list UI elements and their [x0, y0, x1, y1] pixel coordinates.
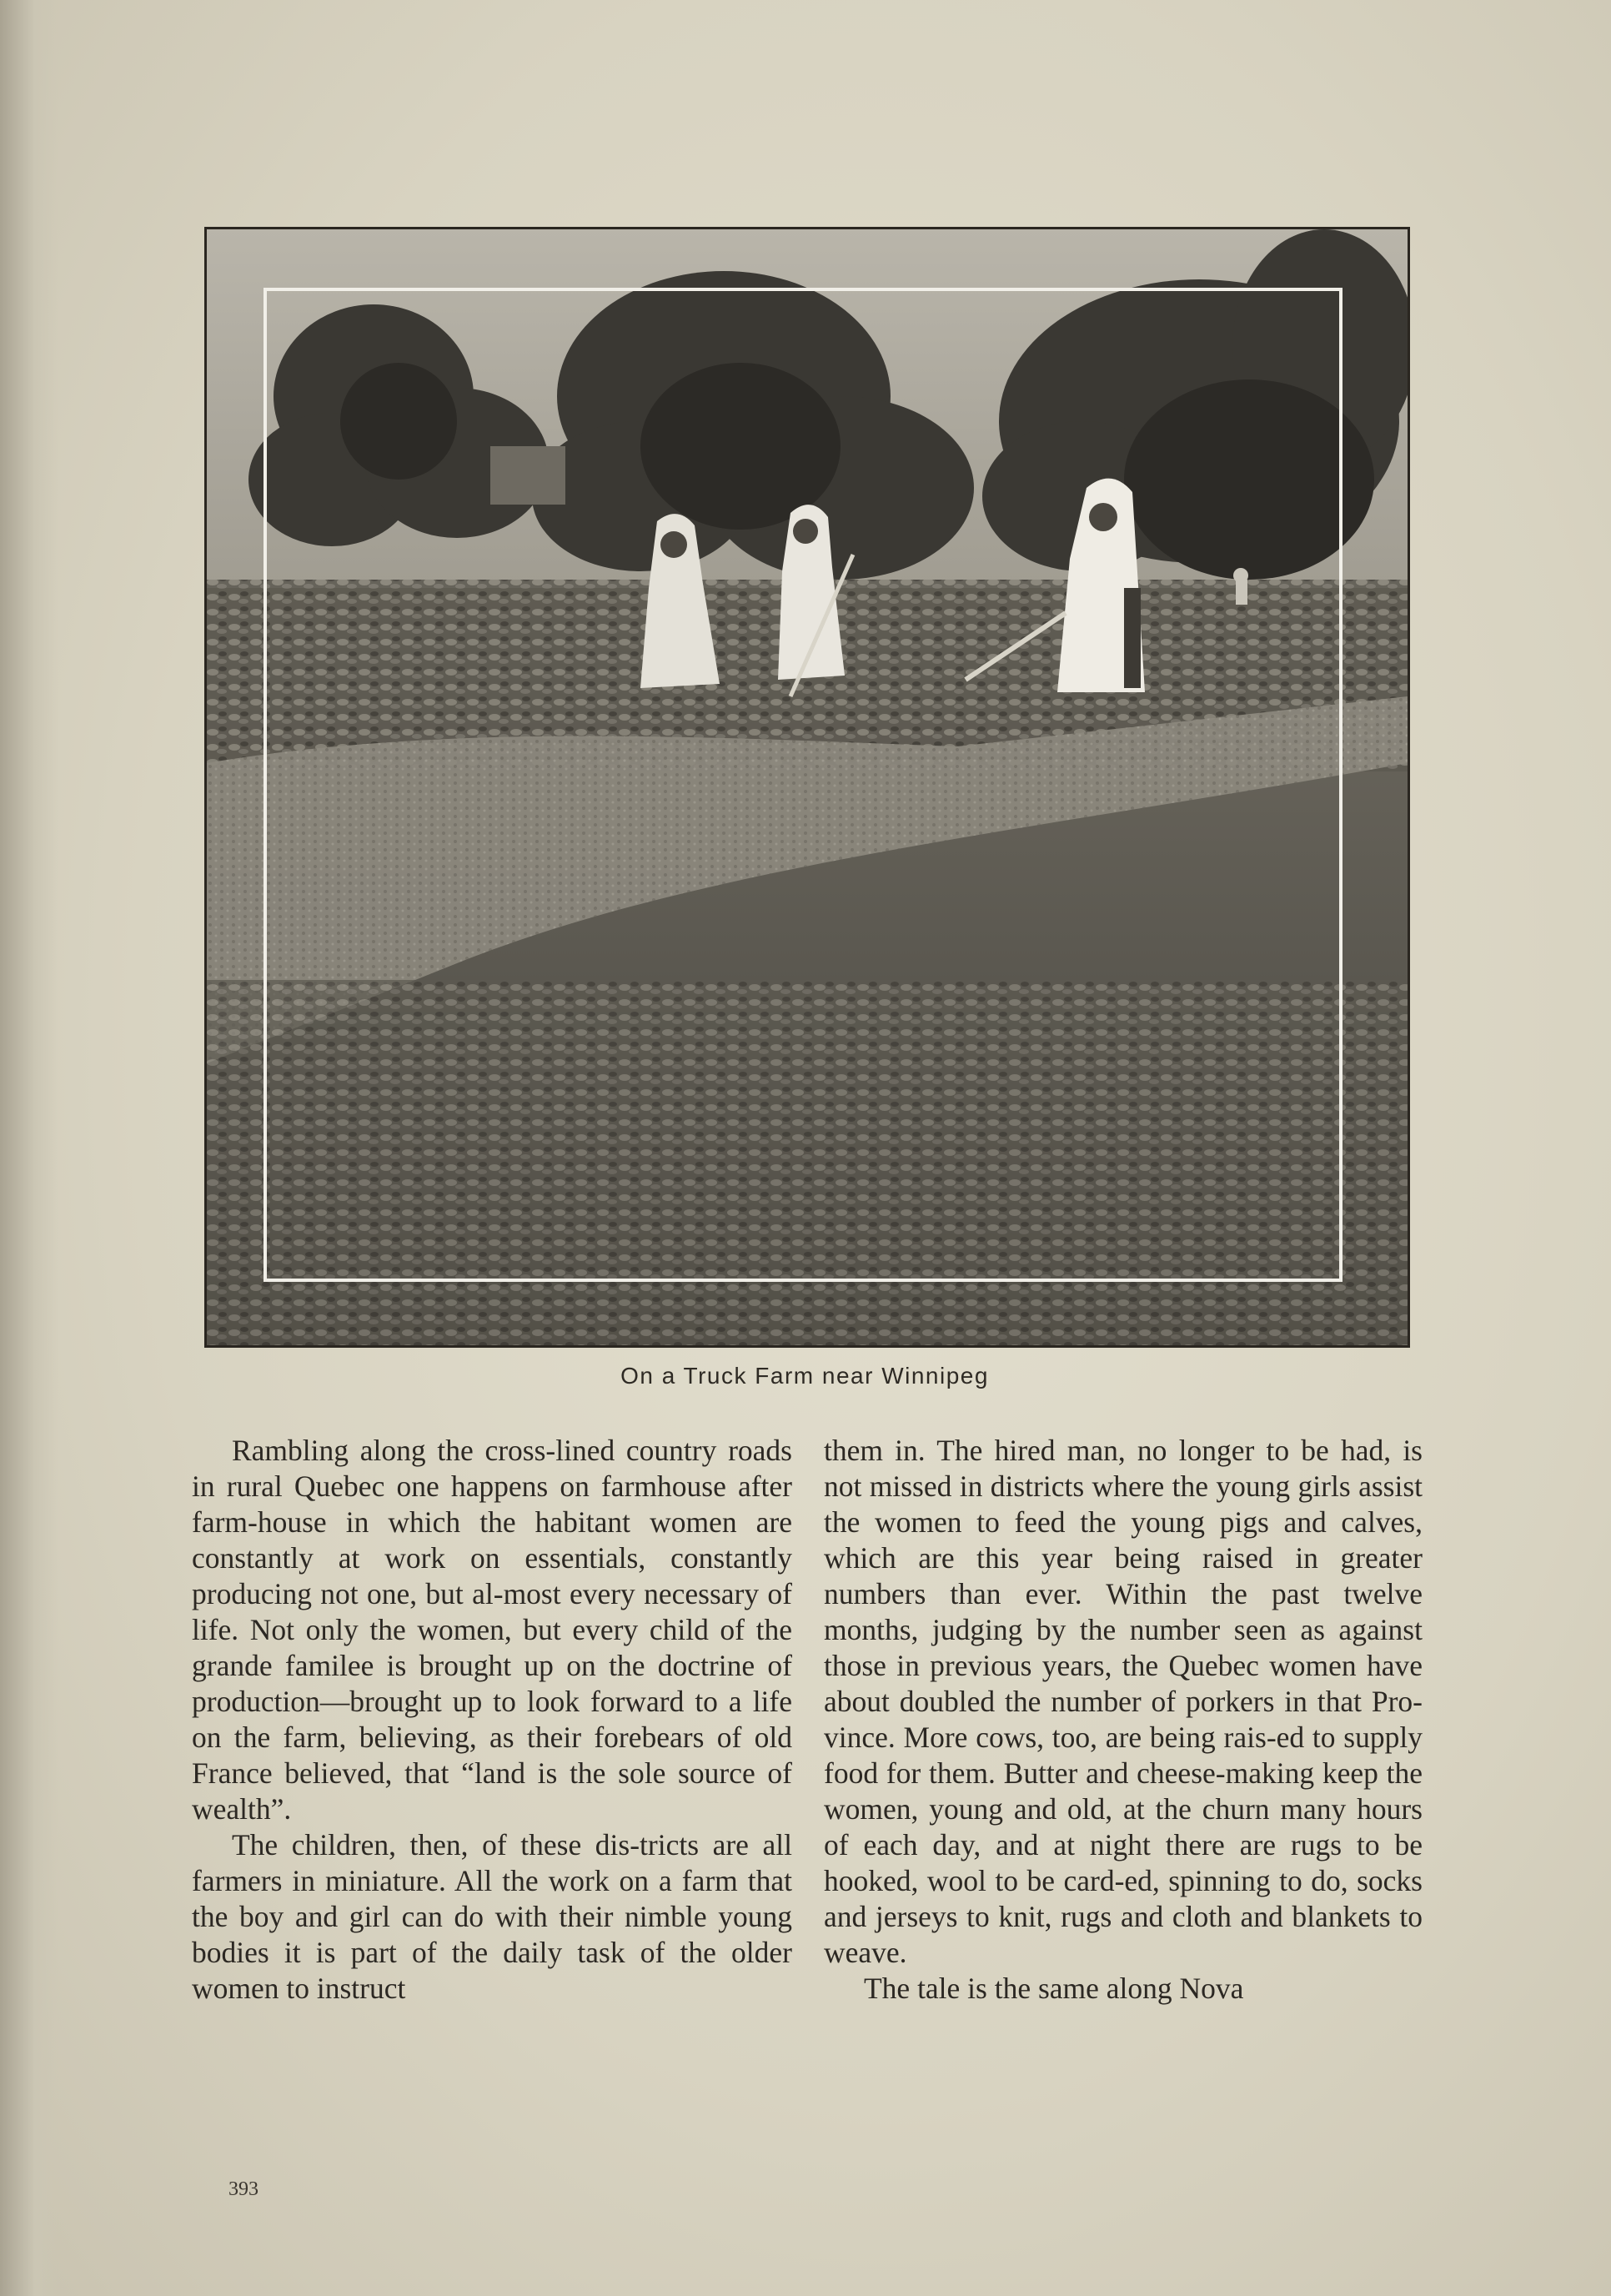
page-number: 393: [228, 2178, 258, 2200]
farm-photo: [204, 227, 1410, 1348]
paragraph: Rambling along the cross-lined country roads in rural Quebec one happens on farmhouse after farm-house in which the habitant women are constantly at work on essentials, constantly producing not one, but al-most every necessary of life. Not only the women, but every child of the grande familee is brought up on the doctrine of production—brought up to look forward to a life on the farm, believing, as their forebears of old France believed, that “land is the sole source of wealth”.: [192, 1434, 792, 1826]
left-column: [192, 1433, 792, 2007]
gutter-shadow: [0, 0, 58, 2296]
right-column: [824, 1433, 1423, 2007]
paragraph: them in. The hired man, no longer to be had, is not missed in districts where the young girls assist the women to feed the young pigs and calves, which are this year being raised in greater numbers than ever. Within the past twelve months, judging by the number seen as against those in previous years, the Quebec women have about doubled the number of porkers in that Pro-vince. More cows, too, are being rais-ed to supply food for them. Butter and cheese-making keep the women, young and old, at the churn many hours of each day, and at night there are rugs to be hooked, wool to be card-ed, spinning to do, socks and jerseys to knit, rugs and cloth and blankets to weave.: [824, 1434, 1423, 1969]
photo-caption: On a Truck Farm near Winnipeg: [620, 1363, 989, 1389]
paragraph: The tale is the same along Nova: [864, 1972, 1244, 2005]
paragraph: The children, then, of these dis-tricts are all farmers in miniature. All the work on a farm that the boy and girl can do with their nimble young bodies it is part of the daily task of the older women to instruct: [192, 1828, 792, 2005]
